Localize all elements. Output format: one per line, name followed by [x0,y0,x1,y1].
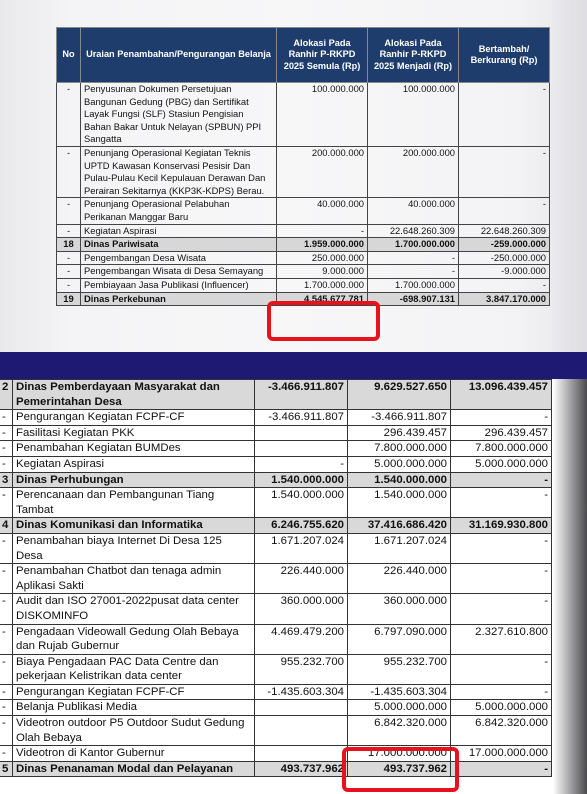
row-description: Penambahan Chatbot dan tenaga admin Aplikasi Sakti [13,564,255,594]
row-amount-semula [255,441,348,457]
row-description: Penambahan Kegiatan BUMDes [13,441,255,457]
row-number: - [0,441,13,457]
row-amount-selisih: - [451,594,552,624]
section-row [57,238,550,252]
row-amount-semula: 493.737.962 [255,761,348,777]
row-description: Pembiayaan Jasa Publikasi (Influencer) [81,278,277,292]
section-row [0,472,552,488]
row-description: Dinas Pemberdayaan Masyarakat dan Pemerintahan Desa [13,380,255,410]
header-selisih: Bertambah/ Berkurang (Rp) [459,28,550,83]
table-row [0,594,552,624]
row-amount-semula: 1.959.000.000 [277,238,368,252]
row-amount-selisih: 2.327.610.800 [451,624,552,654]
row-amount-selisih: - [459,198,550,224]
row-amount-menjadi: 7.800.000.000 [348,441,451,457]
row-description: Pengembangan Desa Wisata [81,251,277,265]
row-amount-menjadi: 6.842.320.000 [348,716,451,746]
row-amount-menjadi: 226.440.000 [348,564,451,594]
table-row [57,146,550,197]
row-number: - [57,278,81,292]
row-description: Biaya Pengadaan PAC Data Centre dan pekerjaan Kelistrikan data center [13,654,255,684]
row-amount-semula [255,425,348,441]
row-number: - [57,83,81,147]
table-row [0,684,552,700]
row-amount-menjadi: 493.737.962 [348,761,451,777]
photo-edge-shadow [553,379,587,794]
row-amount-selisih: - [451,564,552,594]
bottom-table-body [0,380,552,777]
bottom-budget-table [0,379,552,777]
row-amount-menjadi: 40.000.000 [368,198,459,224]
row-amount-menjadi: 200.000.000 [368,146,459,197]
row-number: - [0,425,13,441]
bottom-document-photo [0,379,587,794]
row-description: Penunjang Operasional Kegiatan Teknis UPTD Kawasan Konservasi Pesisir Dan Pulau-Pulau Kecil Kepulauan Derawan Dan Perairan Sekitarnya (KKP3K-KDPS) Berau. [81,146,277,197]
table-row [0,564,552,594]
row-description: Dinas Perhubungan [13,472,255,488]
row-amount-semula: 100.000.000 [277,83,368,147]
row-number: - [0,684,13,700]
row-number: - [57,198,81,224]
photo-edge-shadow [549,0,587,352]
row-description: Videotron di Kantor Gubernur [13,746,255,762]
table-row [57,198,550,224]
row-amount-menjadi: 1.540.000.000 [348,488,451,518]
row-amount-menjadi: 9.629.527.650 [348,380,451,410]
row-amount-semula: -3.466.911.807 [255,380,348,410]
row-amount-menjadi: 100.000.000 [368,83,459,147]
row-amount-selisih: - [459,83,550,147]
row-amount-semula: 200.000.000 [277,146,368,197]
top-document-photo [0,0,587,352]
row-amount-semula: 1.700.000.000 [277,278,368,292]
row-amount-semula: -1.435.603.304 [255,684,348,700]
row-description: Belanja Publikasi Media [13,700,255,716]
row-amount-selisih: - [451,684,552,700]
row-amount-semula: 4.545.677.781 [277,292,368,306]
row-amount-semula: 955.232.700 [255,654,348,684]
row-amount-selisih: 31.169.930.800 [451,518,552,534]
row-amount-selisih: 5.000.000.000 [451,700,552,716]
table-row [0,456,552,472]
row-amount-semula: 1.540.000.000 [255,488,348,518]
row-number: 3 [0,472,13,488]
table-row [57,83,550,147]
row-description: Perencanaan dan Pembangunan Tiang Tambat [13,488,255,518]
row-number: - [0,488,13,518]
row-amount-selisih: - [451,533,552,563]
section-row [0,761,552,777]
row-amount-selisih: - [459,278,550,292]
row-description: Pengadaan Videowall Gedung Olah Bebaya dan Rujab Gubernur [13,624,255,654]
row-description: Dinas Penanaman Modal dan Pelayanan [13,761,255,777]
row-number: - [0,700,13,716]
row-amount-semula [255,746,348,762]
row-description: Penunjang Operasional Pelabuhan Perikanan Manggar Baru [81,198,277,224]
row-amount-selisih: 22.648.260.309 [459,224,550,238]
row-description: Fasilitasi Kegiatan PKK [13,425,255,441]
top-table-body [57,83,550,306]
row-amount-menjadi: - [368,265,459,279]
row-amount-selisih: - [451,488,552,518]
row-amount-menjadi: 360.000.000 [348,594,451,624]
table-row [0,746,552,762]
row-amount-selisih: -259.000.000 [459,238,550,252]
row-amount-semula [255,716,348,746]
row-number: - [0,716,13,746]
header-semula: Alokasi Pada Ranhir P-RKPD 2025 Semula (Rp) [277,28,368,83]
row-amount-menjadi: 1.671.207.024 [348,533,451,563]
top-budget-table [56,27,550,306]
table-row [57,224,550,238]
row-amount-selisih: - [459,146,550,197]
row-amount-menjadi: -698.907.131 [368,292,459,306]
row-number: - [0,594,13,624]
row-amount-menjadi: 17.000.000.000 [348,746,451,762]
row-description: Dinas Pariwisata [81,238,277,252]
row-amount-menjadi: 1.540.000.000 [348,472,451,488]
row-amount-selisih: 13.096.439.457 [451,380,552,410]
row-amount-semula: 360.000.000 [255,594,348,624]
table-row [0,425,552,441]
row-amount-semula [255,700,348,716]
table-row [0,654,552,684]
row-amount-semula: 1.671.207.024 [255,533,348,563]
row-amount-selisih: - [451,654,552,684]
row-number: - [0,410,13,426]
table-row [57,265,550,279]
row-number: - [0,456,13,472]
row-amount-selisih: 7.800.000.000 [451,441,552,457]
row-amount-selisih: 296.439.457 [451,425,552,441]
row-amount-menjadi: 296.439.457 [348,425,451,441]
row-number: 18 [57,238,81,252]
table-row [0,624,552,654]
row-description: Pengurangan Kegiatan FCPF-CF [13,410,255,426]
row-description: Audit dan ISO 27001-2022pusat data center DISKOMINFO [13,594,255,624]
row-number: - [57,251,81,265]
row-amount-selisih: - [451,761,552,777]
row-description: Kegiatan Aspirasi [81,224,277,238]
table-row [0,533,552,563]
header-uraian: Uraian Penambahan/Pengurangan Belanja [81,28,277,83]
table-row [0,716,552,746]
row-amount-semula: -3.466.911.807 [255,410,348,426]
row-amount-menjadi: 955.232.700 [348,654,451,684]
row-amount-menjadi: 6.797.090.000 [348,624,451,654]
table-row [57,278,550,292]
row-amount-menjadi: -1.435.603.304 [348,684,451,700]
row-amount-selisih: - [451,410,552,426]
row-amount-semula: - [277,224,368,238]
header-no: No [57,28,81,83]
row-amount-selisih: 17.000.000.000 [451,746,552,762]
row-amount-semula: 6.246.755.620 [255,518,348,534]
row-number: - [0,654,13,684]
row-amount-semula: 1.540.000.000 [255,472,348,488]
table-row [0,441,552,457]
table-row [0,410,552,426]
row-description: Dinas Komunikasi dan Informatika [13,518,255,534]
row-amount-selisih: - [451,472,552,488]
row-description: Penyusunan Dokumen Persetujuan Bangunan Gedung (PBG) dan Sertifikat Layak Fungsi (SLF) Stasiun Pengisian Bahan Bakar Untuk Nelayan (SPBUN) PPI Sangatta [81,83,277,147]
section-row [0,518,552,534]
row-amount-menjadi: 5.000.000.000 [348,700,451,716]
table-row [57,251,550,265]
row-number: 2 [0,380,13,410]
row-amount-menjadi: 37.416.686.420 [348,518,451,534]
row-number: - [0,746,13,762]
row-description: Dinas Perkebunan [81,292,277,306]
row-amount-semula: 4.469.479.200 [255,624,348,654]
row-description: Penambahan biaya Internet Di Desa 125 Desa [13,533,255,563]
row-number: 19 [57,292,81,306]
row-number: - [0,624,13,654]
row-amount-selisih: -9.000.000 [459,265,550,279]
row-amount-selisih: 6.842.320.000 [451,716,552,746]
section-row [57,292,550,306]
table-row [0,488,552,518]
row-number: 4 [0,518,13,534]
row-number: - [57,265,81,279]
row-amount-semula: 9.000.000 [277,265,368,279]
row-description: Kegiatan Aspirasi [13,456,255,472]
row-number: 5 [0,761,13,777]
row-amount-semula: - [255,456,348,472]
row-amount-semula: 226.440.000 [255,564,348,594]
row-amount-semula: 40.000.000 [277,198,368,224]
table-row [0,700,552,716]
row-amount-menjadi: 1.700.000.000 [368,278,459,292]
row-amount-semula: 250.000.000 [277,251,368,265]
row-number: - [57,224,81,238]
row-amount-selisih: -250.000.000 [459,251,550,265]
row-amount-selisih: 5.000.000.000 [451,456,552,472]
row-description: Pengurangan Kegiatan FCPF-CF [13,684,255,700]
screenshot-divider-band [0,352,587,379]
row-number: - [57,146,81,197]
row-amount-menjadi: -3.466.911.807 [348,410,451,426]
row-amount-menjadi: 5.000.000.000 [348,456,451,472]
row-amount-menjadi: 22.648.260.309 [368,224,459,238]
row-amount-menjadi: 1.700.000.000 [368,238,459,252]
header-menjadi: Alokasi Pada Ranhir P-RKPD 2025 Menjadi (Rp) [368,28,459,83]
row-amount-selisih: 3.847.170.000 [459,292,550,306]
section-row [0,380,552,410]
table-header-row [57,28,550,83]
row-description: Pengembangan Wisata di Desa Semayang [81,265,277,279]
row-description: Videotron outdoor P5 Outdoor Sudut Gedung Olah Bebaya [13,716,255,746]
row-amount-menjadi: - [368,251,459,265]
row-number: - [0,533,13,563]
row-number: - [0,564,13,594]
